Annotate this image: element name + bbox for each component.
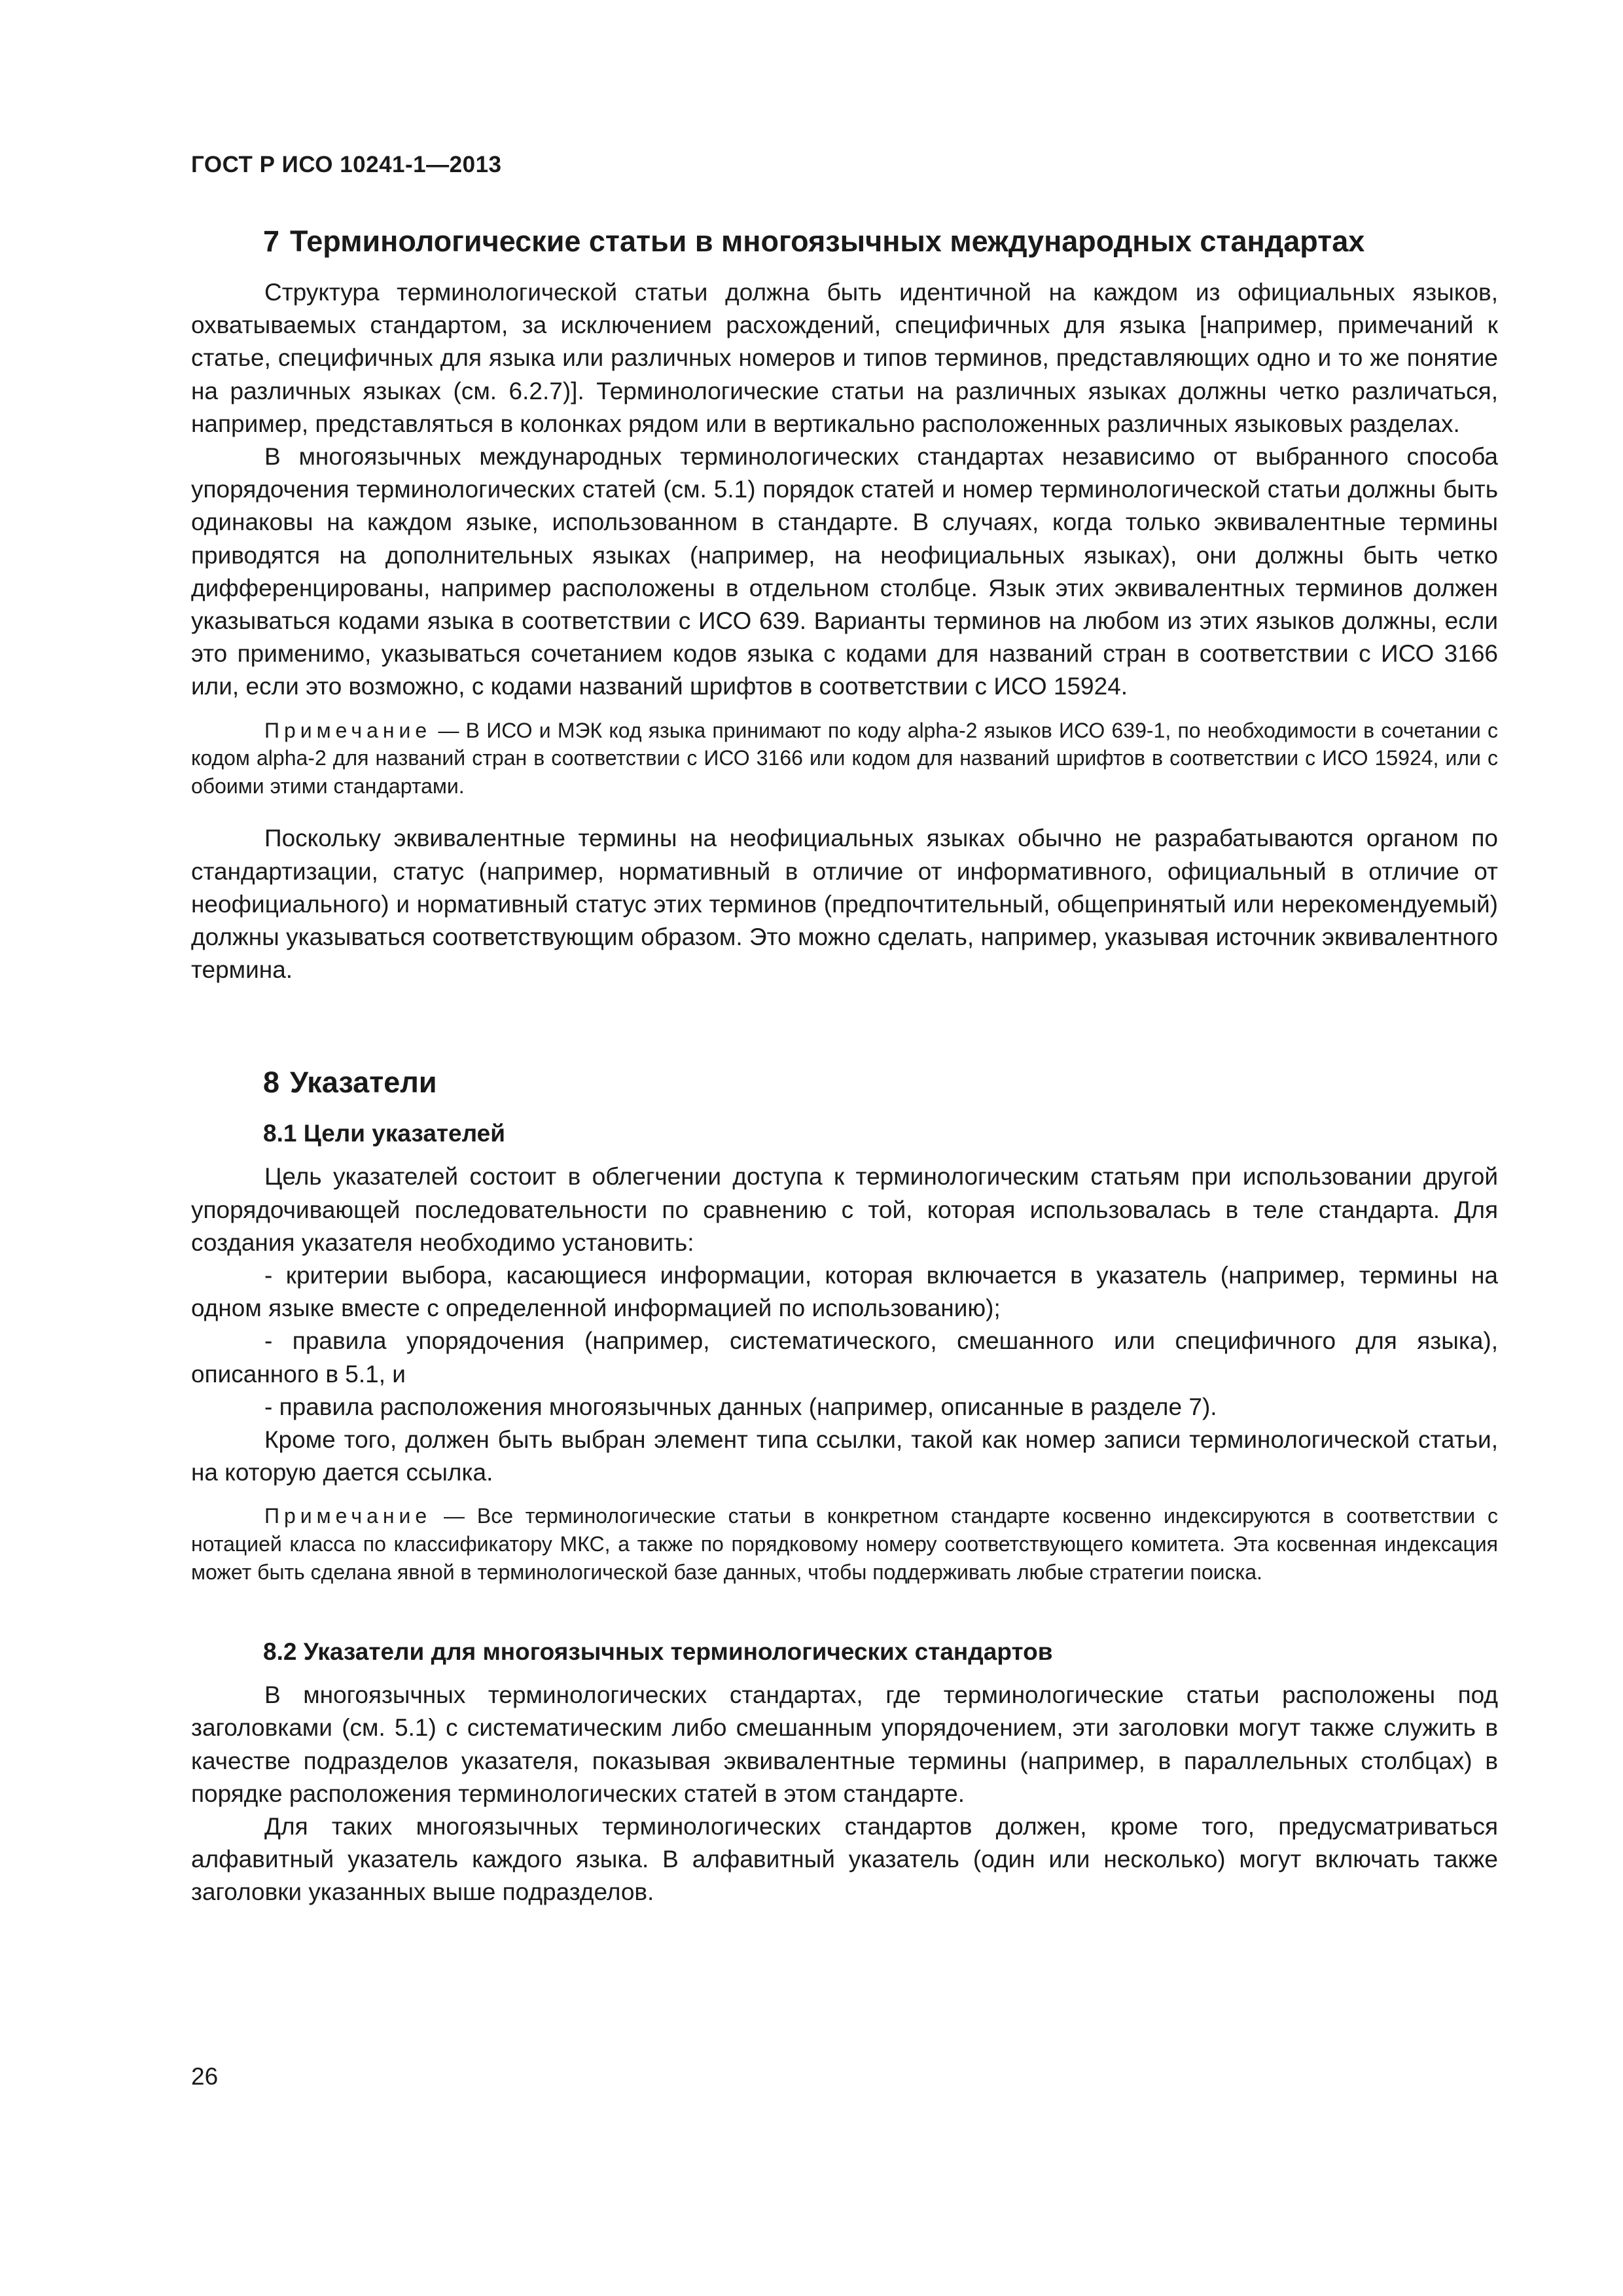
list-item: - правила упорядочения (например, систематического, смешанного или специфичного для языка), описанного в 5.1, и (191, 1327, 1498, 1388)
page-number: 26 (191, 2063, 219, 2090)
subsection-8-2-paragraph-2: Для таких многоязычных терминологических стандартов должен, кроме того, предусматриваться алфавитный указатель каждого языка. В алфавитный указатель (один или несколько) могут включать также заголовки указанных выше подразделов. (191, 1813, 1498, 1906)
subsection-8-1-heading: 8.1 Цели указателей (263, 1120, 505, 1147)
subsection-8-1-intro: Цель указателей состоит в облегчении доступа к терминологическим статьям при использовании другой упорядочивающей последовательности по сравнению с той, которая использовалась в теле стандарта. Для создания указателя необходимо установить: (191, 1163, 1498, 1256)
section-7-paragraph-2: В многоязычных международных терминологических стандартах независимо от выбранного способа упорядочения терминологических статей (см. 5.1) порядок статей и номер терминологической статьи должны быть одинаковы на каждом языке, использованном в стандарте. В случаях, когда только эквивалентные термины приводятся на дополнительных языках (например, на неофициальных языках), они должны быть четко дифференцированы, например расположены в отдельном столбце. Язык этих эквивалентных терминов должен указываться кодами языка в соответствии с ИСО 639. Варианты терминов на любом из этих языков должны, если это применимо, указываться сочетанием кодов языка с кодами для названий стран в соответствии с ИСО 3166 или, если это возможно, с кодами названий шрифтов в соответствии с ИСО 15924. (191, 443, 1498, 700)
section-7-paragraph-3: Поскольку эквивалентные термины на неофициальных языках обычно не разрабатываются органом по стандартизации, статус (например, нормативный в отличие от информативного, официальный в отличие от неофициального) и нормативный статус этих терминов (предпочтительный, общепринятый или нерекомендуемый) должны указываться соответствующим образом. Это можно сделать, например, указывая источник эквивалентного термина. (191, 825, 1498, 984)
section-7-paragraph-1: Структура терминологической статьи должна быть идентичной на каждом из официальных языков, охватываемых стандартом, за исключением расхождений, специфичных для языка [например, примечаний к статье, специфичных для языка или различных номеров и типов терминов, представляющих одно и то же понятие на различных языках (см. 6.2.7)]. Терминологические статьи на различных языках должны четко различаться, например, представляться в колонках рядом или в вертикально расположенных различных языковых разделах. (191, 279, 1498, 437)
list-item: - правила расположения многоязычных данных (например, описанные в разделе 7). (264, 1393, 1217, 1420)
section-8-title: Указатели (290, 1066, 437, 1100)
page-content (191, 223, 1498, 1909)
note-label: Примечание (264, 718, 432, 742)
document-id-header: ГОСТ Р ИСО 10241-1—2013 (191, 152, 502, 177)
note-text: — Все терминологические статьи в конкретном стандарте косвенно индексируются в соответствии с нотацией класса по классификатору МКС, а также по порядковому номеру соответствующего комитета. Эта косвенная индексация может быть сделана явной в терминологической базе данных, чтобы поддерживать любые стратегии поиска. (191, 1504, 1498, 1584)
list-item: - критерии выбора, касающиеся информации, которая включается в указатель (например, термины на одном языке вместе с определенной информацией по использованию); (191, 1262, 1498, 1322)
section-8-heading (191, 1064, 1498, 1102)
subsection-8-2-heading: 8.2 Указатели для многоязычных терминологических стандартов (263, 1638, 1053, 1666)
subsection-8-1-after-list: Кроме того, должен быть выбран элемент типа ссылки, такой как номер записи терминологической статьи, на которую дается ссылка. (191, 1426, 1498, 1486)
subsection-8-2-paragraph-1: В многоязычных терминологических стандартах, где терминологические статьи расположены под заголовками (см. 5.1) с систематическим либо смешанным упорядочением, эти заголовки могут также служить в качестве подразделов указателя, показывая эквивалентные термины (например, в параллельных столбцах) в порядке расположения терминологических статей в этом стандарте. (191, 1681, 1498, 1807)
section-7-heading (191, 223, 1498, 260)
note-label: Примечание (264, 1504, 432, 1528)
document-page (191, 0, 1498, 2296)
section-8-number: 8 (263, 1066, 280, 1100)
section-7-number: 7 (263, 224, 280, 258)
note-text: — В ИСО и МЭК код языка принимают по коду alpha-2 языков ИСО 639-1, по необходимости в сочетании с кодом alpha-2 для названий стран в соответствии с ИСО 3166 или кодом для названий шрифтов в соответствии с ИСО 15924, или с обоими этими стандартами. (191, 718, 1498, 798)
section-7-note (191, 717, 1498, 800)
subsection-8-1-note (191, 1502, 1498, 1586)
section-7-title: Терминологические статьи в многоязычных международных стандартах (290, 224, 1365, 258)
